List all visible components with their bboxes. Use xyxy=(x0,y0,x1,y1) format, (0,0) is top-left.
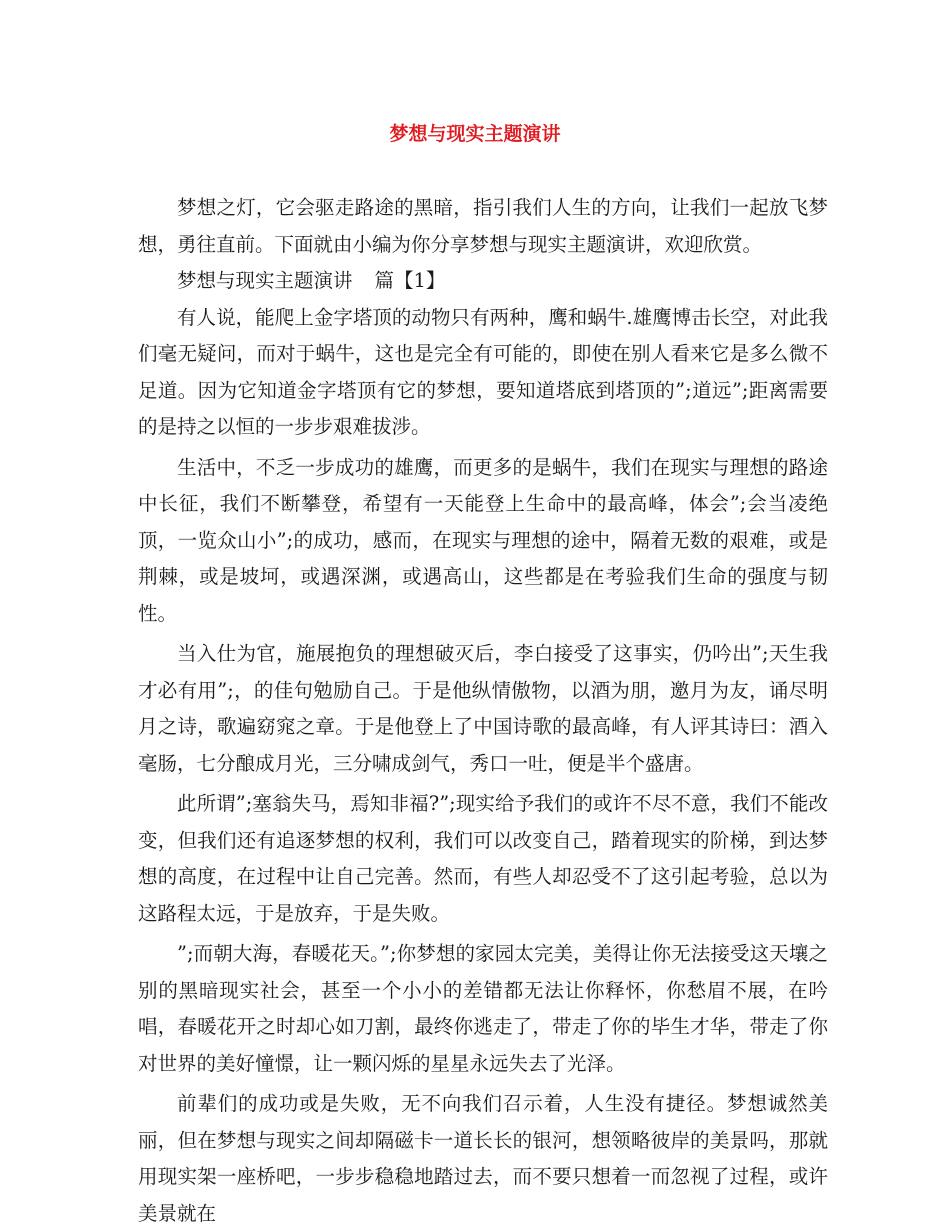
intro-paragraph: 梦想之灯，它会驱走路途的黑暗，指引我们人生的方向，让我们一起放飞梦想，勇往直前。下面就由小编为你分享梦想与现实主题演讲，欢迎欣赏。 xyxy=(138,196,828,256)
body-paragraph-2: 生活中，不乏一步成功的雄鹰，而更多的是蜗牛，我们在现实与理想的路途中长征，我们不断攀登，希望有一天能登上生命中的最高峰，体会”;会当凌绝顶，一览众山小”;的成功，感而，在现实与理想的途中，隔着无数的艰难，或是荆棘，或是坡坷，或遇深渊，或遇高山，这些都是在考验我们生命的强度与韧性。 xyxy=(138,455,828,625)
section-heading-number: 篇【1】 xyxy=(374,269,446,292)
body-paragraph-1: 有人说，能爬上金字塔顶的动物只有两种，鹰和蜗牛.雄鹰博击长空，对此我们毫无疑问，而对于蜗牛，这也是完全有可能的，即使在别人看来它是多么微不足道。因为它知道金字塔顶有它的梦想，要知道塔底到塔顶的”;道远”;距离需要的是持之以恒的一步步艰难拔涉。 xyxy=(138,305,828,438)
body-paragraph-6: 前辈们的成功或是失败，无不向我们召示着，人生没有捷径。梦想诚然美丽，但在梦想与现实之间却隔磁卡一道长长的银河，想领略彼岸的美景吗，那就用现实架一座桥吧，一步步稳稳地踏过去，而不要只想着一而忽视了过程，或许美景就在 xyxy=(138,1092,828,1225)
section-heading-name: 梦想与现实主题演讲 xyxy=(177,269,353,292)
body-paragraph-5: ”;而朝大海，春暖花天。”;你梦想的家园太完美，美得让你无法接受这天壤之别的黑暗现实社会，甚至一个小小的差错都无法让你释怀，你愁眉不展，在吟唱，春暖花开之时却心如刀割，最终你逃走了，带走了你的毕生才华，带走了你对世界的美好憧憬，让一颗闪烁的星星永远失去了光泽。 xyxy=(138,942,828,1075)
body-paragraph-4: 此所谓”;塞翁失马，焉知非福?”;现实给予我们的或许不尽不意，我们不能改变，但我们还有追逐梦想的权利，我们可以改变自己，踏着现实的阶梯，到达梦想的高度，在过程中让自己完善。然而，有些人却忍受不了这引起考验，总以为这路程太远，于是放弃，于是失败。 xyxy=(138,792,828,925)
page-title: 梦想与现实主题演讲 xyxy=(389,123,561,145)
body-paragraph-3: 当入仕为官，施展抱负的理想破灭后，李白接受了这事实，仍吟出”;天生我才必有用”;，的佳句勉励自己。于是他纵情傲物，以酒为朋，邀月为友，诵尽明月之诗，歌遍窈窕之章。于是他登上了中国诗歌的最高峰，有人评其诗曰：酒入毫肠，七分酿成月光，三分啸成剑气，秀口一吐，便是半个盛唐。 xyxy=(138,642,828,775)
document-body xyxy=(138,190,828,1232)
section-heading xyxy=(138,263,828,300)
